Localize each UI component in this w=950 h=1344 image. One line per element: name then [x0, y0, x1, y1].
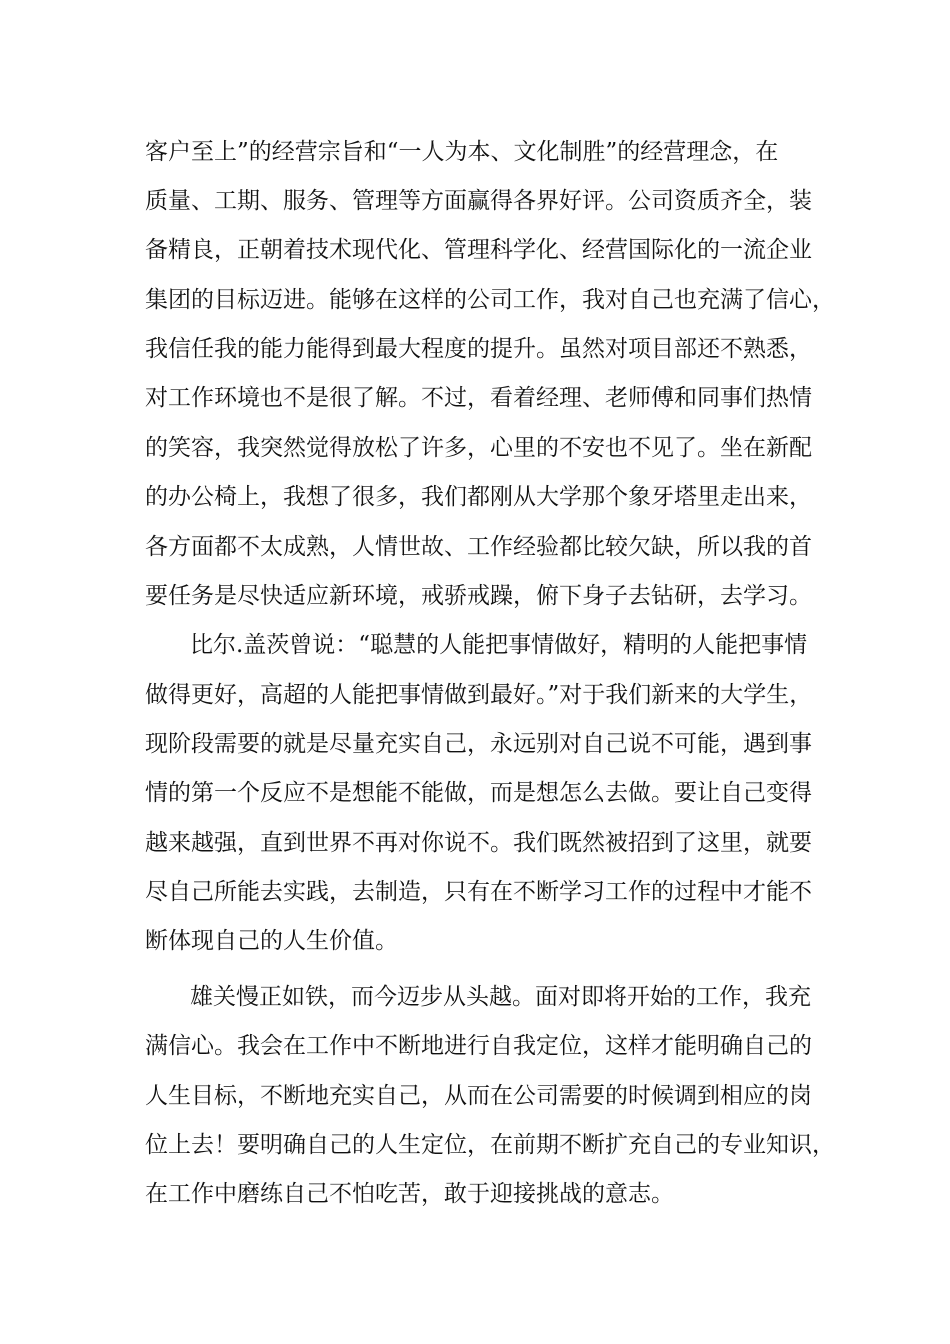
paragraph-1-line-10: 要任务是尽快适应新环境，戒骄戒躁，俯下身子去钻研，去学习。 [145, 583, 812, 609]
paragraph-1-line-2: 质量、工期、服务、管理等方面赢得各界好评。公司资质齐全，装 [145, 188, 812, 214]
paragraph-1-line-4: 集团的目标迈进。能够在这样的公司工作，我对自己也充满了信心， [145, 287, 835, 313]
paragraph-1-line-9: 各方面都不太成熟，人情世故、工作经验都比较欠缺，所以我的首 [145, 534, 812, 560]
paragraph-2-line-2: 做得更好，高超的人能把事情做到最好。”对于我们新来的大学生， [145, 682, 813, 708]
paragraph-2-line-1: 比尔.盖茨曾说：“聪慧的人能把事情做好，精明的人能把事情 [190, 632, 808, 658]
paragraph-3-line-4: 位上去！要明确自己的人生定位，在前期不断扩充自己的专业知识， [145, 1132, 835, 1158]
paragraph-1-line-8: 的办公椅上，我想了很多，我们都刚从大学那个象牙塔里走出来， [145, 484, 812, 510]
paragraph-1-line-3: 备精良，正朝着技术现代化、管理科学化、经营国际化的一流企业 [145, 237, 812, 263]
paragraph-2-line-4: 情的第一个反应不是想能不能做，而是想怎么去做。要让自己变得 [145, 780, 812, 806]
paragraph-3-line-3: 人生目标，不断地充实自己，从而在公司需要的时候调到相应的岗 [145, 1083, 812, 1109]
paragraph-2-line-3: 现阶段需要的就是尽量充实自己，永远别对自己说不可能，遇到事 [145, 731, 812, 757]
paragraph-3-line-5: 在工作中磨练自己不怕吃苦，敢于迎接挑战的意志。 [145, 1181, 674, 1207]
paragraph-2-line-5: 越来越强，直到世界不再对你说不。我们既然被招到了这里，就要 [145, 830, 812, 856]
paragraph-3-line-2: 满信心。我会在工作中不断地进行自我定位，这样才能明确自己的 [145, 1033, 812, 1059]
paragraph-2-line-7: 断体现自己的人生价值。 [145, 928, 398, 954]
paragraph-2-line-6: 尽自己所能去实践，去制造，只有在不断学习工作的过程中才能不 [145, 879, 812, 905]
paragraph-1-line-6: 对工作环境也不是很了解。不过，看着经理、老师傅和同事们热情 [145, 385, 812, 411]
paragraph-1-line-7: 的笑容，我突然觉得放松了许多，心里的不安也不见了。坐在新配 [145, 435, 812, 461]
paragraph-1-line-1: 客户至上”的经营宗旨和“一人为本、文化制胜”的经营理念，在 [145, 139, 779, 165]
paragraph-3-line-1: 雄关慢正如铁，而今迈步从头越。面对即将开始的工作，我充 [190, 984, 811, 1010]
paragraph-1-line-5: 我信任我的能力能得到最大程度的提升。虽然对项目部还不熟悉， [145, 336, 812, 362]
